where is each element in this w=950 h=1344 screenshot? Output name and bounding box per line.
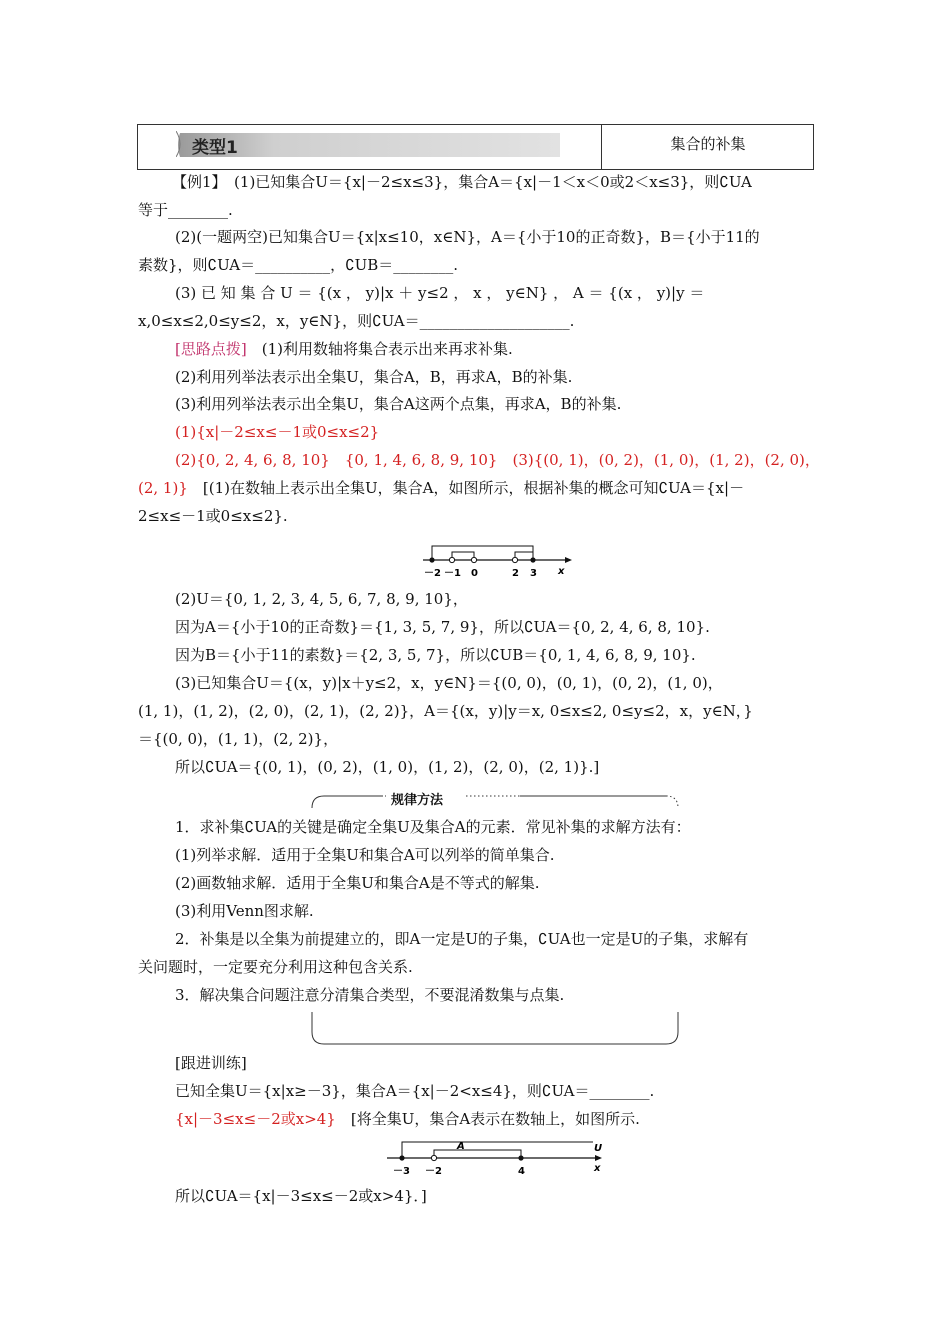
- example-line-3: (2)(一题两空)已知集合U＝{x|x≤10，x∈N}，A＝{小于10的正奇数}，B＝{小于11的: [175, 228, 760, 246]
- solution-line-5: (1, 1)，(1, 2)，(2, 0)，(2, 1)，(2, 2)}，A＝{(x，y)|y＝x, 0≤x≤2, 0≤y≤2，x，y∈N，}: [138, 702, 753, 720]
- section-title: 集合的补集: [670, 135, 746, 153]
- method-box-bottom: [310, 1010, 680, 1046]
- method-line-2: (1)列举求解．适用于全集U和集合A可以列举的简单集合.: [175, 846, 555, 864]
- nl2-label-neg3: －3: [393, 1166, 410, 1177]
- nl1-label-neg1: －1: [444, 568, 461, 579]
- nl1-label-2: 2: [512, 568, 519, 579]
- answer-line-2: (2){0, 2, 4, 6, 8, 10} {0, 1, 4, 6, 8, 9, 10} (3){(0, 1)，(0, 2)，(1, 0)，(1, 2)，(2, 0)，: [175, 451, 820, 469]
- nl1-label-3: 3: [530, 568, 537, 579]
- solution-line-7: 所以∁UA＝{(0, 1)，(0, 2)，(1, 0)，(1, 2)，(2, 0)，(2, 1)}.]: [175, 758, 600, 776]
- solution-line-4: (3)已知集合U＝{(x，y)|x＋y≤2，x，y∈N}＝{(0, 0)，(0, 1)，(0, 2)，(1, 0)，: [175, 674, 723, 692]
- answer-line-3: [138, 477, 814, 499]
- nl1-axis-label: x: [558, 566, 565, 577]
- method-line-5: 2．补集是以全集为前提建立的，即A一定是U的子集，∁UA也一定是U的子集，求解有: [175, 930, 749, 948]
- nl2-label-4: 4: [518, 1166, 525, 1177]
- nl2-set-a-label: A: [457, 1141, 465, 1152]
- solution-line-6: ＝{(0, 0)，(1, 1)，(2, 2)}，: [138, 730, 339, 748]
- answer-black-part: [(1)在数轴上表示出全集U，集合A，如图所示，根据补集的概念可知∁UA＝{x|－: [187, 479, 745, 497]
- answer-line-1: (1){x|－2≤x≤－1或0≤x≤2}: [175, 423, 380, 441]
- nl1-label-0: 0: [471, 568, 478, 579]
- method-line-3: (2)画数轴求解．适用于全集U和集合A是不等式的解集.: [175, 874, 540, 892]
- method-box-top: [310, 788, 680, 810]
- example-line-4: 素数}，则∁UA＝__________，∁UB＝________.: [138, 256, 459, 274]
- method-line-6: 关问题时，一定要充分利用这种包含关系.: [138, 958, 413, 976]
- nl2-axis-label: x: [594, 1163, 601, 1174]
- method-line-1: 1．求补集∁UA的关键是确定全集U及集合A的元素．常见补集的求解方法有：: [175, 818, 691, 836]
- solution-line-1: (2)U＝{0, 1, 2, 3, 4, 5, 6, 7, 8, 9, 10}，: [175, 590, 468, 608]
- type-label: 类型1: [192, 138, 238, 158]
- method-line-7: 3．解决集合问题注意分清集合类型，不要混淆数集与点集.: [175, 986, 565, 1004]
- nl2-label-neg2: －2: [425, 1166, 442, 1177]
- example-line-1: 【例1】 (1)已知集合U＝{x|－2≤x≤3}，集合A＝{x|－1＜x＜0或2＜x≤3}，则∁UA: [172, 173, 752, 191]
- practice-explain: [将全集U，集合A表示在数轴上，如图所示.: [335, 1110, 640, 1128]
- practice-line-1: 已知全集U＝{x|x≥－3}，集合A＝{x|－2<x≤4}，则∁UA＝________.: [175, 1082, 655, 1100]
- answer-red-part: (2, 1)}: [138, 479, 188, 497]
- example-line-2: 等于________.: [138, 201, 233, 219]
- hint-text-1: (1)利用数轴将集合表示出来再求补集.: [261, 340, 513, 358]
- practice-line-2: [175, 1108, 815, 1130]
- example-line-6: x,0≤x≤2,0≤y≤2，x，y∈N}，则∁UA＝____________________.: [138, 312, 575, 330]
- solution-line-3: 因为B＝{小于11的素数}＝{2, 3, 5, 7}，所以∁UB＝{0, 1, 4, 6, 8, 9, 10}.: [175, 646, 696, 664]
- number-line-2: [383, 1138, 609, 1180]
- example-line-5: (3) 已 知 集 合 U ＝ {(x ， y)|x ＋ y≤2 ， x ， y∈N} ， A ＝ {(x ， y)|y ＝: [175, 284, 705, 302]
- practice-line-3: 所以∁UA＝{x|－3≤x≤－2或x>4}．]: [175, 1187, 427, 1205]
- hint-line-3: (3)利用列举法表示出全集U，集合A这两个点集，再求A，B的补集.: [175, 395, 622, 413]
- nl1-label-neg2: －2: [424, 568, 441, 579]
- number-line-1: [415, 538, 575, 580]
- solution-line-2: 因为A＝{小于10的正奇数}＝{1, 3, 5, 7, 9}，所以∁UA＝{0, 2, 4, 6, 8, 10}.: [175, 618, 710, 636]
- hint-label: [思路点拨]: [175, 340, 247, 358]
- method-label: 规律方法: [391, 793, 444, 808]
- practice-label: [跟进训练]: [175, 1054, 247, 1072]
- hint-line-2: (2)利用列举法表示出全集U，集合A，B，再求A，B的补集.: [175, 368, 573, 386]
- answer-line-4: 2≤x≤－1或0≤x≤2}.: [138, 507, 288, 525]
- method-line-4: (3)利用Venn图求解.: [175, 902, 314, 920]
- practice-answer: {x|－3≤x≤－2或x>4}: [175, 1110, 336, 1128]
- nl2-set-u-label: U: [594, 1143, 603, 1154]
- hint-line-1: [175, 338, 815, 360]
